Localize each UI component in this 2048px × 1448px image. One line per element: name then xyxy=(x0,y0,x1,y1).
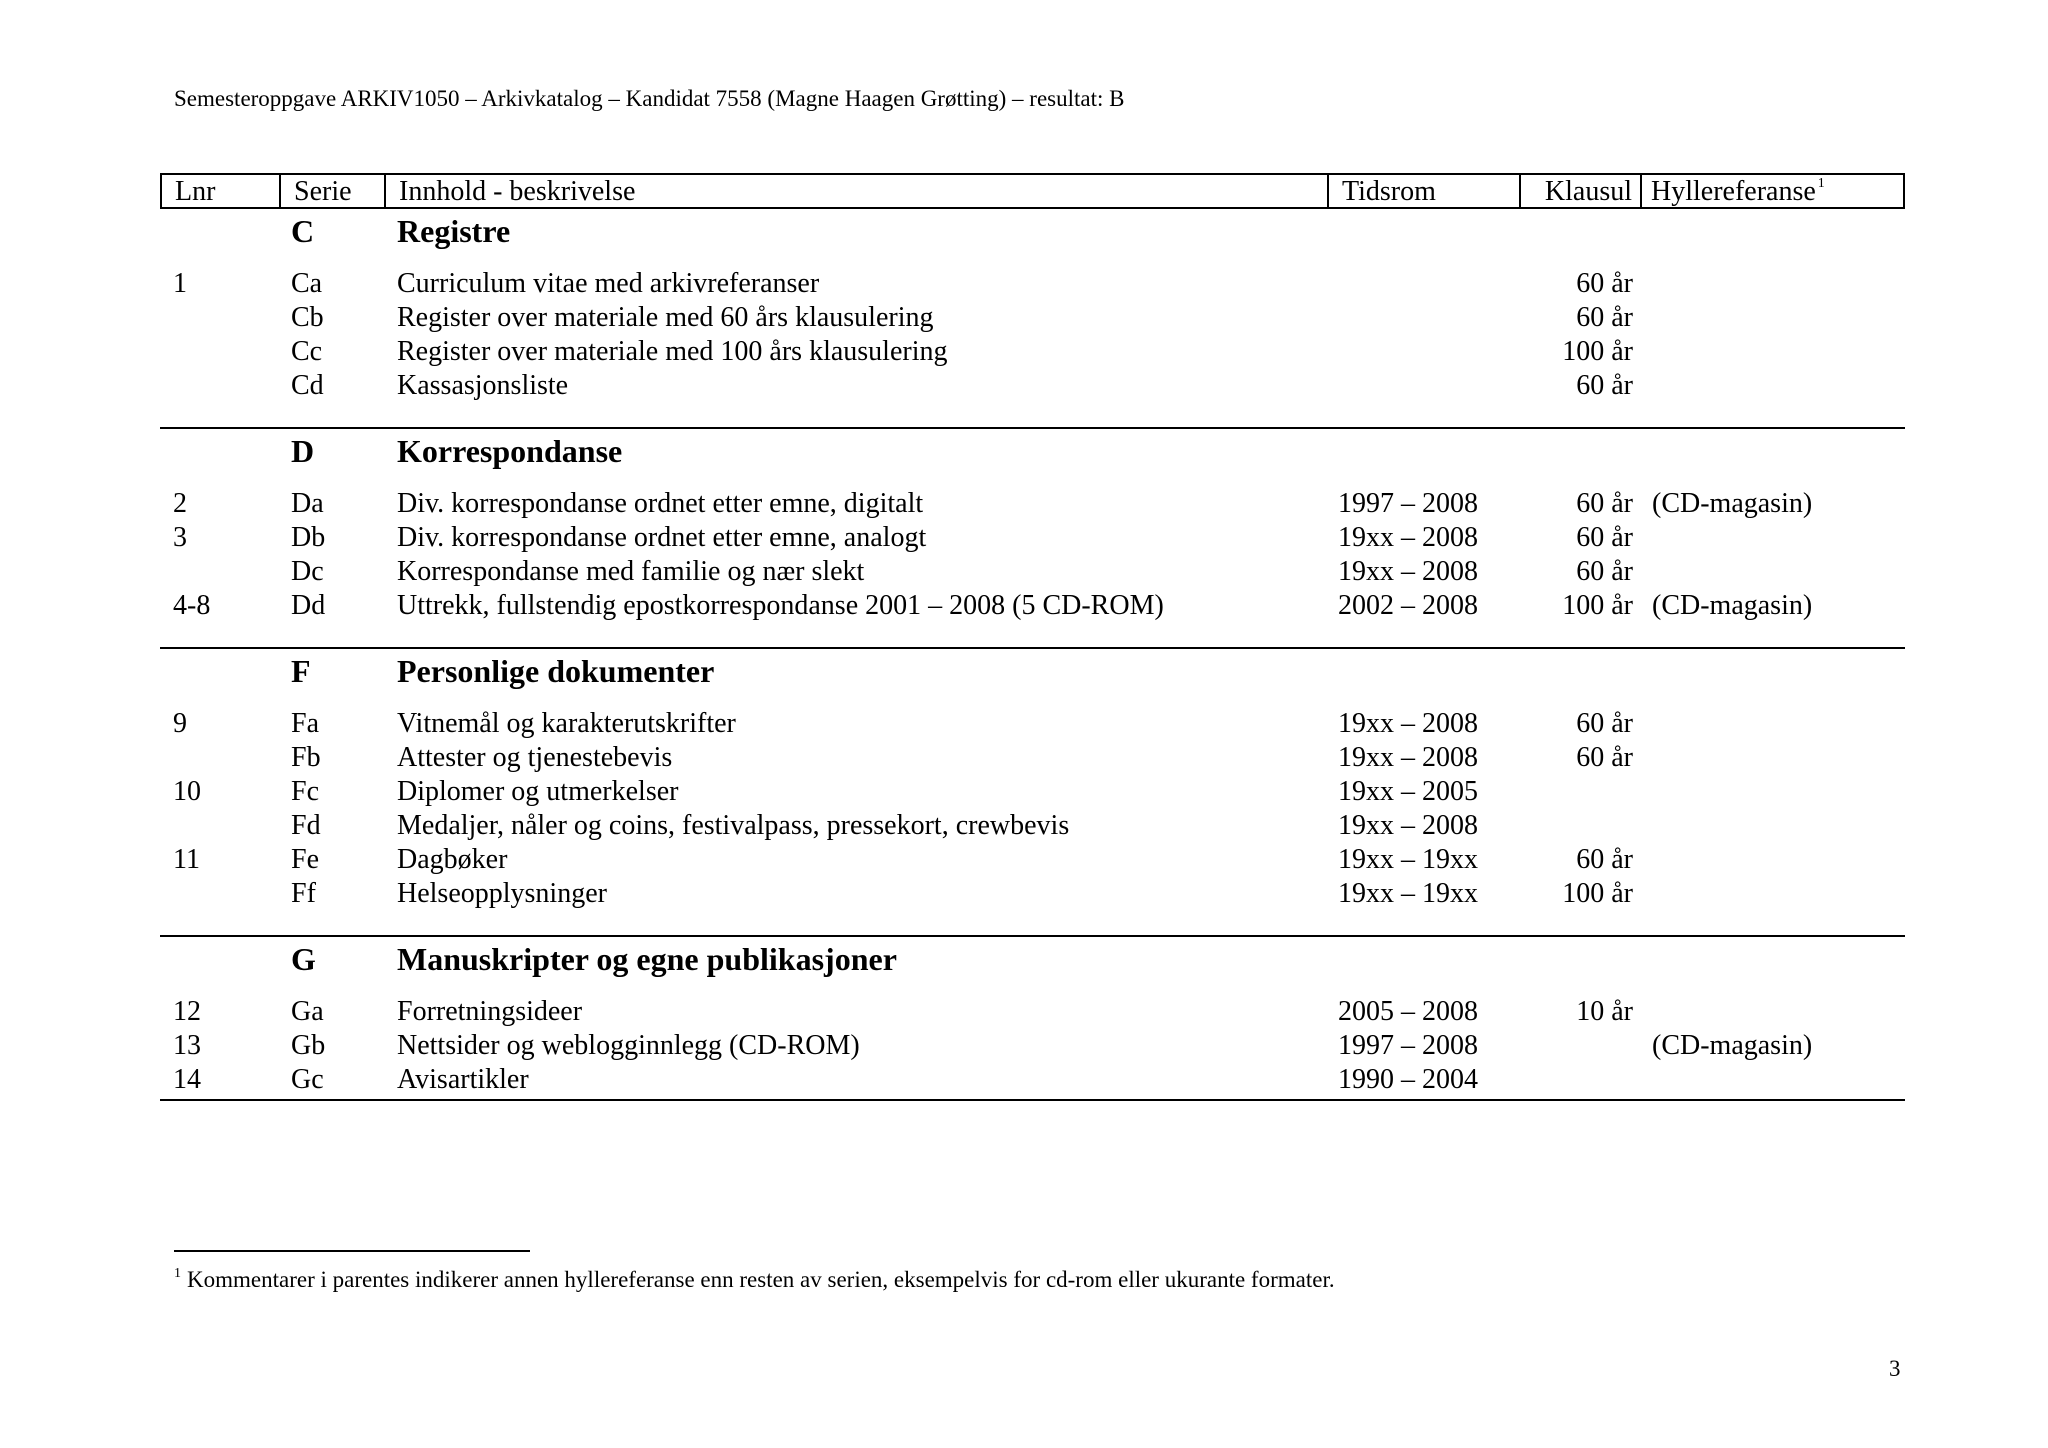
column-header-klausul: Klausul xyxy=(1519,175,1640,207)
cell-lnr: 2 xyxy=(173,488,187,519)
section-heading xyxy=(160,649,1905,703)
cell-lnr: 14 xyxy=(173,1064,201,1095)
cell-serie: Ff xyxy=(291,878,316,909)
section-rows xyxy=(160,991,1905,1097)
cell-klausul: 60 år xyxy=(1576,302,1633,333)
footnote-separator xyxy=(174,1250,530,1252)
cell-innhold: Helseopplysninger xyxy=(397,878,607,909)
page-header: Semesteroppgave ARKIV1050 – Arkivkatalog – Kandidat 7558 (Magne Haagen Grøtting) – resultat: B xyxy=(174,86,1125,111)
section-heading xyxy=(160,209,1905,263)
cell-innhold: Korrespondanse med familie og nær slekt xyxy=(397,556,865,587)
column-header-lnr: Lnr xyxy=(175,176,216,207)
table-row xyxy=(160,267,1905,301)
catalog-section xyxy=(160,209,1905,427)
page-number: 3 xyxy=(1889,1356,1901,1381)
cell-serie: Fc xyxy=(291,776,319,807)
cell-klausul: 60 år xyxy=(1576,556,1633,587)
cell-serie: Da xyxy=(291,488,324,519)
column-header-serie: Serie xyxy=(279,175,384,207)
cell-innhold: Vitnemål og karakterutskrifter xyxy=(397,708,736,739)
hyllereferanse-label: Hyllereferanse xyxy=(1651,176,1816,207)
section-rows xyxy=(160,263,1905,403)
table-row xyxy=(160,995,1905,1029)
cell-tidsrom: 19xx – 19xx xyxy=(1338,844,1478,875)
cell-serie: Fd xyxy=(291,810,321,841)
cell-lnr: 13 xyxy=(173,1030,201,1061)
cell-innhold: Avisartikler xyxy=(397,1064,529,1095)
cell-serie: Cd xyxy=(291,370,324,401)
cell-lnr: 1 xyxy=(173,268,187,299)
archive-catalog-table xyxy=(160,173,1905,1101)
cell-tidsrom: 1997 – 2008 xyxy=(1338,1030,1478,1061)
table-row xyxy=(160,301,1905,335)
cell-tidsrom: 1997 – 2008 xyxy=(1338,488,1478,519)
table-row xyxy=(160,741,1905,775)
section-rows xyxy=(160,703,1905,911)
cell-innhold: Curriculum vitae med arkivreferanser xyxy=(397,268,820,299)
section-code: G xyxy=(291,941,316,977)
table-row xyxy=(160,707,1905,741)
cell-klausul: 60 år xyxy=(1576,268,1633,299)
footnote-text: Kommentarer i parentes indikerer annen hyllereferanse enn resten av serien, eksempelvis for cd-rom eller ukurante formater. xyxy=(187,1267,1335,1292)
table-row xyxy=(160,487,1905,521)
table-row xyxy=(160,775,1905,809)
catalog-section xyxy=(160,647,1905,935)
column-header-hyllereferanse xyxy=(1640,175,1903,207)
table-row xyxy=(160,555,1905,589)
cell-tidsrom: 19xx – 2008 xyxy=(1338,742,1478,773)
cell-hyllereferanse: (CD-magasin) xyxy=(1652,590,1813,621)
cell-innhold: Nettsider og weblogginnlegg (CD-ROM) xyxy=(397,1030,860,1061)
cell-klausul: 100 år xyxy=(1562,878,1633,909)
footnote-mark: 1 xyxy=(174,1266,181,1281)
cell-serie: Dc xyxy=(291,556,324,587)
cell-innhold: Diplomer og utmerkelser xyxy=(397,776,679,807)
cell-serie: Fe xyxy=(291,844,319,875)
cell-klausul: 60 år xyxy=(1576,370,1633,401)
table-row xyxy=(160,1063,1905,1097)
cell-lnr: 12 xyxy=(173,996,201,1027)
cell-tidsrom: 2002 – 2008 xyxy=(1338,590,1478,621)
cell-tidsrom: 19xx – 2008 xyxy=(1338,522,1478,553)
cell-serie: Fb xyxy=(291,742,321,773)
table-row xyxy=(160,589,1905,623)
section-heading xyxy=(160,937,1905,991)
cell-klausul: 60 år xyxy=(1576,708,1633,739)
table-row xyxy=(160,335,1905,369)
cell-tidsrom: 19xx – 2008 xyxy=(1338,708,1478,739)
catalog-section xyxy=(160,427,1905,647)
table-row xyxy=(160,1029,1905,1063)
section-heading xyxy=(160,429,1905,483)
cell-klausul: 60 år xyxy=(1576,522,1633,553)
cell-tidsrom: 19xx – 2005 xyxy=(1338,776,1478,807)
cell-hyllereferanse: (CD-magasin) xyxy=(1652,488,1813,519)
table-row xyxy=(160,809,1905,843)
cell-klausul: 60 år xyxy=(1576,742,1633,773)
cell-klausul: 60 år xyxy=(1576,844,1633,875)
cell-tidsrom: 2005 – 2008 xyxy=(1338,996,1478,1027)
cell-tidsrom: 19xx – 2008 xyxy=(1338,810,1478,841)
cell-klausul: 100 år xyxy=(1562,590,1633,621)
cell-lnr: 9 xyxy=(173,708,187,739)
cell-tidsrom: 1990 – 2004 xyxy=(1338,1064,1478,1095)
cell-serie: Gb xyxy=(291,1030,326,1061)
section-title: Manuskripter og egne publikasjoner xyxy=(397,941,897,977)
cell-lnr: 3 xyxy=(173,522,187,553)
catalog-section xyxy=(160,935,1905,1101)
cell-innhold: Uttrekk, fullstendig epostkorrespondanse 2001 – 2008 (5 CD-ROM) xyxy=(397,590,1164,621)
table-row xyxy=(160,843,1905,877)
cell-innhold: Register over materiale med 100 års klausulering xyxy=(397,336,948,367)
cell-serie: Ga xyxy=(291,996,324,1027)
cell-innhold: Register over materiale med 60 års klausulering xyxy=(397,302,934,333)
cell-serie: Cb xyxy=(291,302,324,333)
cell-innhold: Div. korrespondanse ordnet etter emne, analogt xyxy=(397,522,927,553)
section-code: D xyxy=(291,433,315,469)
cell-serie: Ca xyxy=(291,268,323,299)
cell-serie: Cc xyxy=(291,336,323,367)
cell-serie: Db xyxy=(291,522,326,553)
catalog-sections xyxy=(160,209,1905,1101)
footnote xyxy=(174,1267,1335,1293)
cell-innhold: Dagbøker xyxy=(397,844,508,875)
cell-lnr: 4-8 xyxy=(173,590,211,621)
cell-hyllereferanse: (CD-magasin) xyxy=(1652,1030,1813,1061)
cell-innhold: Div. korrespondanse ordnet etter emne, digitalt xyxy=(397,488,924,519)
section-title: Personlige dokumenter xyxy=(397,653,715,689)
cell-innhold: Forretningsideer xyxy=(397,996,583,1027)
cell-klausul: 60 år xyxy=(1576,488,1633,519)
cell-klausul: 10 år xyxy=(1576,996,1633,1027)
cell-innhold: Attester og tjenestebevis xyxy=(397,742,673,773)
column-header-innhold: Innhold - beskrivelse xyxy=(384,175,1327,207)
section-title: Registre xyxy=(397,213,511,249)
section-rows xyxy=(160,483,1905,623)
cell-lnr: 10 xyxy=(173,776,201,807)
cell-serie: Dd xyxy=(291,590,326,621)
column-header-tidsrom: Tidsrom xyxy=(1327,175,1519,207)
cell-lnr: 11 xyxy=(173,844,200,875)
cell-serie: Gc xyxy=(291,1064,324,1095)
section-code: C xyxy=(291,213,315,249)
footnote-reference: 1 xyxy=(1817,176,1825,191)
section-title: Korrespondanse xyxy=(397,433,623,469)
cell-innhold: Medaljer, nåler og coins, festivalpass, pressekort, crewbevis xyxy=(397,810,1070,841)
cell-klausul: 100 år xyxy=(1562,336,1633,367)
table-row xyxy=(160,369,1905,403)
table-row xyxy=(160,521,1905,555)
cell-tidsrom: 19xx – 2008 xyxy=(1338,556,1478,587)
cell-serie: Fa xyxy=(291,708,319,739)
table-header-row xyxy=(160,173,1905,209)
cell-innhold: Kassasjonsliste xyxy=(397,370,569,401)
cell-tidsrom: 19xx – 19xx xyxy=(1338,878,1478,909)
table-row xyxy=(160,877,1905,911)
section-code: F xyxy=(291,653,311,689)
